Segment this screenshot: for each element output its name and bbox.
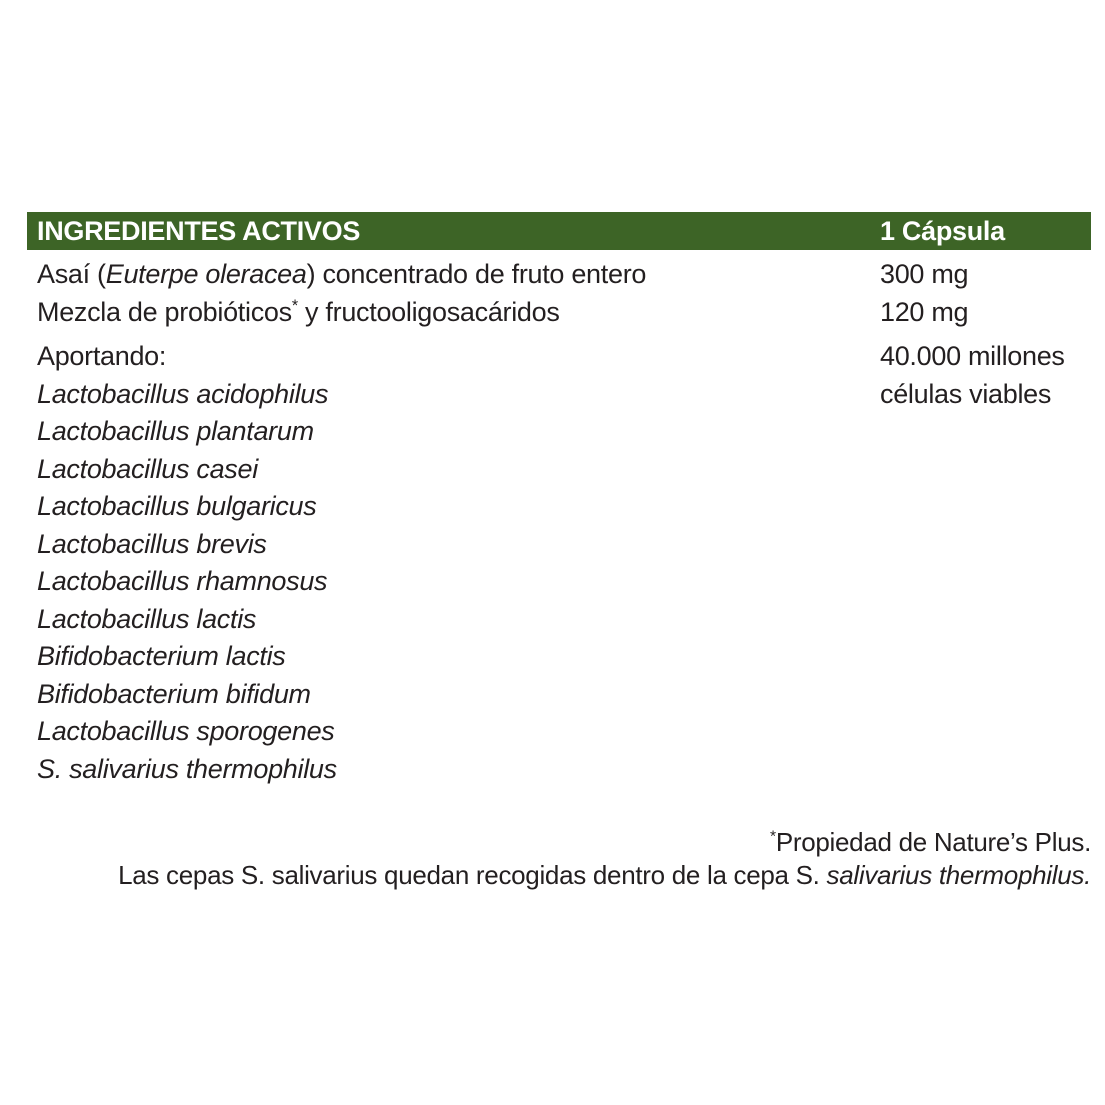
ingredient-amount: 300 mg [880,259,969,289]
strain-item: Lactobacillus sporogenes [37,716,335,746]
ingredient-row-acai [37,256,1091,294]
ingredient-rows [27,256,1091,331]
ingredient-latin-name: Euterpe oleracea [105,259,307,289]
ingredient-row-probiotic-blend [37,294,1091,332]
strain-item: Lactobacillus acidophilus [37,378,329,409]
serving-size-header: 1 Cápsula [880,216,1005,246]
providing-section [27,338,1091,788]
strain-item: Lactobacillus lactis [37,603,257,634]
viable-cells-line1: 40.000 millones [880,341,1065,371]
strain-item: Bifidobacterium bifidum [37,678,311,709]
viable-cells-amount [880,338,1065,413]
strain-item: Lactobacillus brevis [37,528,267,559]
ingredient-amount: 120 mg [880,296,969,327]
footnote-asterisk-icon: * [291,296,298,315]
footnote-strains-note: Las cepas S. salivarius quedan recogidas dentro de la cepa S. salivarius thermophilus. [118,860,1091,890]
ingredient-name: Asaí (Euterpe oleracea) concentrado de fruto entero [37,259,647,289]
panel-title: INGREDIENTES ACTIVOS [37,216,361,246]
strain-item: Lactobacillus casei [37,453,258,484]
strain-item: Lactobacillus bulgaricus [37,491,317,521]
strain-item: S. salivarius thermophilus [37,753,337,784]
strain-item: Lactobacillus rhamnosus [37,566,328,596]
ingredient-name: Mezcla de probióticos* y fructooligosacáridos [37,296,560,327]
strain-list [37,376,1091,789]
footnote-ownership: *Propiedad de Nature’s Plus. [770,827,1091,857]
footnote-asterisk-icon: * [770,828,776,846]
strain-item: Bifidobacterium lactis [37,641,286,671]
providing-label: Aportando: [37,341,167,371]
active-ingredients-panel [27,212,1091,892]
footnotes [27,826,1091,892]
viable-cells-line2: células viables [880,378,1052,409]
strain-item: Lactobacillus plantarum [37,416,314,446]
title-bar [27,212,1091,250]
footnote-latin-name: salivarius thermophilus. [826,860,1091,890]
